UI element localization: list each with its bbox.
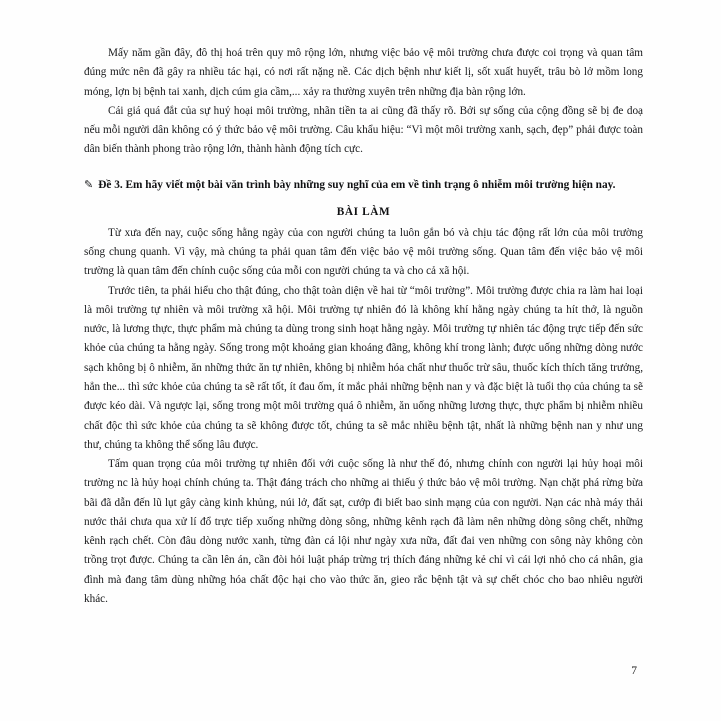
essay-paragraph-1: Từ xưa đến nay, cuộc sống hằng ngày của con người chúng ta luôn gắn bó và chịu tác động rất lớn của môi trường sống chung quanh. Vì vậy, mà chúng ta phải quan tâm đến việc bảo vệ môi trường sống. Quan tâm đến việc bảo vệ môi trường là quan tâm đến chính cuộc sống của mỗi con người chúng ta và cho cả xã hội. bbox=[84, 226, 643, 278]
essay-section bbox=[84, 224, 643, 609]
essay-paragraph-3: Tấm quan trọng của môi trường tự nhiên đối với cuộc sống là như thế đó, nhưng chính con người lại hủy hoại môi trường nc là hủy hoại chính chúng ta. Thật đáng trách cho những ai thiếu ý thức bảo vệ môi trường. Nạn chặt phá rừng bừa bãi đã dẫn đến lũ lụt gây càng kinh khủng, núi lở, đất sạt, cướp đi biết bao sinh mạng của con người. Nạn các nhà máy thải nước thải chưa qua xử lí đổ trực tiếp xuống những dòng sông, những kênh rạch đã làm nên những dòng sông chết, những kênh rạch chết. Còn đâu dòng nước xanh, từng đàn cá lội như ngày xưa nữa, đất đai ven những con sông này không còn trồng trọt được. Chúng ta cần lên án, cần đòi hỏi luật pháp trừng trị thích đáng những kẻ chỉ vì cái lợi nhỏ cho cá nhân, gia đình mà đang tâm dùng những hóa chất độc hại cho vào thức ăn, gieo rắc bệnh tật và sự chết chóc cho bao nhiêu người khác. bbox=[84, 458, 643, 605]
task-prompt-label: Đề 3. Em hãy viết một bài văn trình bày những suy nghĩ của em về tình trạng ô nhiễm môi trường hiện nay. bbox=[98, 178, 616, 191]
intro-paragraph-2: Cái giá quá đắt của sự huỷ hoại môi trường, nhãn tiền ta ai cũng đã thấy rõ. Bởi sự sống của cộng đồng sẽ bị đe doạ nếu mỗi người dân không có ý thức bảo vệ môi trường. Câu khẩu hiệu: “Vì một môi trường xanh, sạch, đẹp” phải được toàn dân biến thành phong trào rộng lớn, thành hành động tích cực. bbox=[84, 104, 643, 156]
intro-paragraph-1: Mấy năm gần đây, đô thị hoá trên quy mô rộng lớn, nhưng việc bảo vệ môi trường chưa được coi trọng và quan tâm đúng mức nên đã gây ra nhiều tác hại, có nơi rất nặng nề. Các dịch bệnh như kiết lị, sốt xuất huyết, trâu bò lở mồm long móng, lợn bị bệnh tai xanh, dịch cúm gia cầm,... xảy ra thường xuyên trên những địa bàn rộng lớn. bbox=[84, 47, 643, 98]
section-heading: BÀI LÀM bbox=[336, 205, 391, 218]
pencil-icon: ✎ bbox=[84, 178, 94, 191]
intro-section bbox=[84, 44, 643, 160]
page-number: 7 bbox=[631, 665, 637, 677]
task-prompt bbox=[84, 176, 643, 194]
essay-paragraph-2: Trước tiên, ta phải hiểu cho thật đúng, cho thật toàn diện về hai từ “môi trường”. Môi trường được chia ra làm hai loại là môi trường tự nhiên và môi trường xã hội. Môi trường tự nhiên đó là không khí hằng ngày chúng ta hít thở, là nguồn nước, là lương thực, thực phẩm mà chúng ta dùng trong sinh hoạt hằng ngày. Môi trường tự nhiên tác động trực tiếp đến sức khỏe của chúng ta hằng ngày. Sống trong một khoảng gian khoáng đãng, không khí trong lành; được uống những dòng nước sạch không bị ô nhiễm, ăn những thức ăn tự nhiên, không bị nhiễm hóa chất như thuốc trừ sâu, thuốc kích thích tăng trưởng, hẳn the... thì sức khỏe của chúng ta sẽ rất tốt, ít đau ốm, ít mắc phải những bệnh nan y và đặc biệt là tuổi thọ của chúng ta sẽ được kéo dài. Và ngược lại, sống trong một môi trường quá ô nhiễm, ăn uống những lương thực, thực phẩm bị nhiễm nhiều chất độc thì sức khỏe của chúng ta sẽ không được tốt, chúng ta sẽ mắc nhiều bệnh tật, nhất là những bệnh nan y như ung thư, chúng ta không thể sống lâu được. bbox=[84, 284, 643, 451]
